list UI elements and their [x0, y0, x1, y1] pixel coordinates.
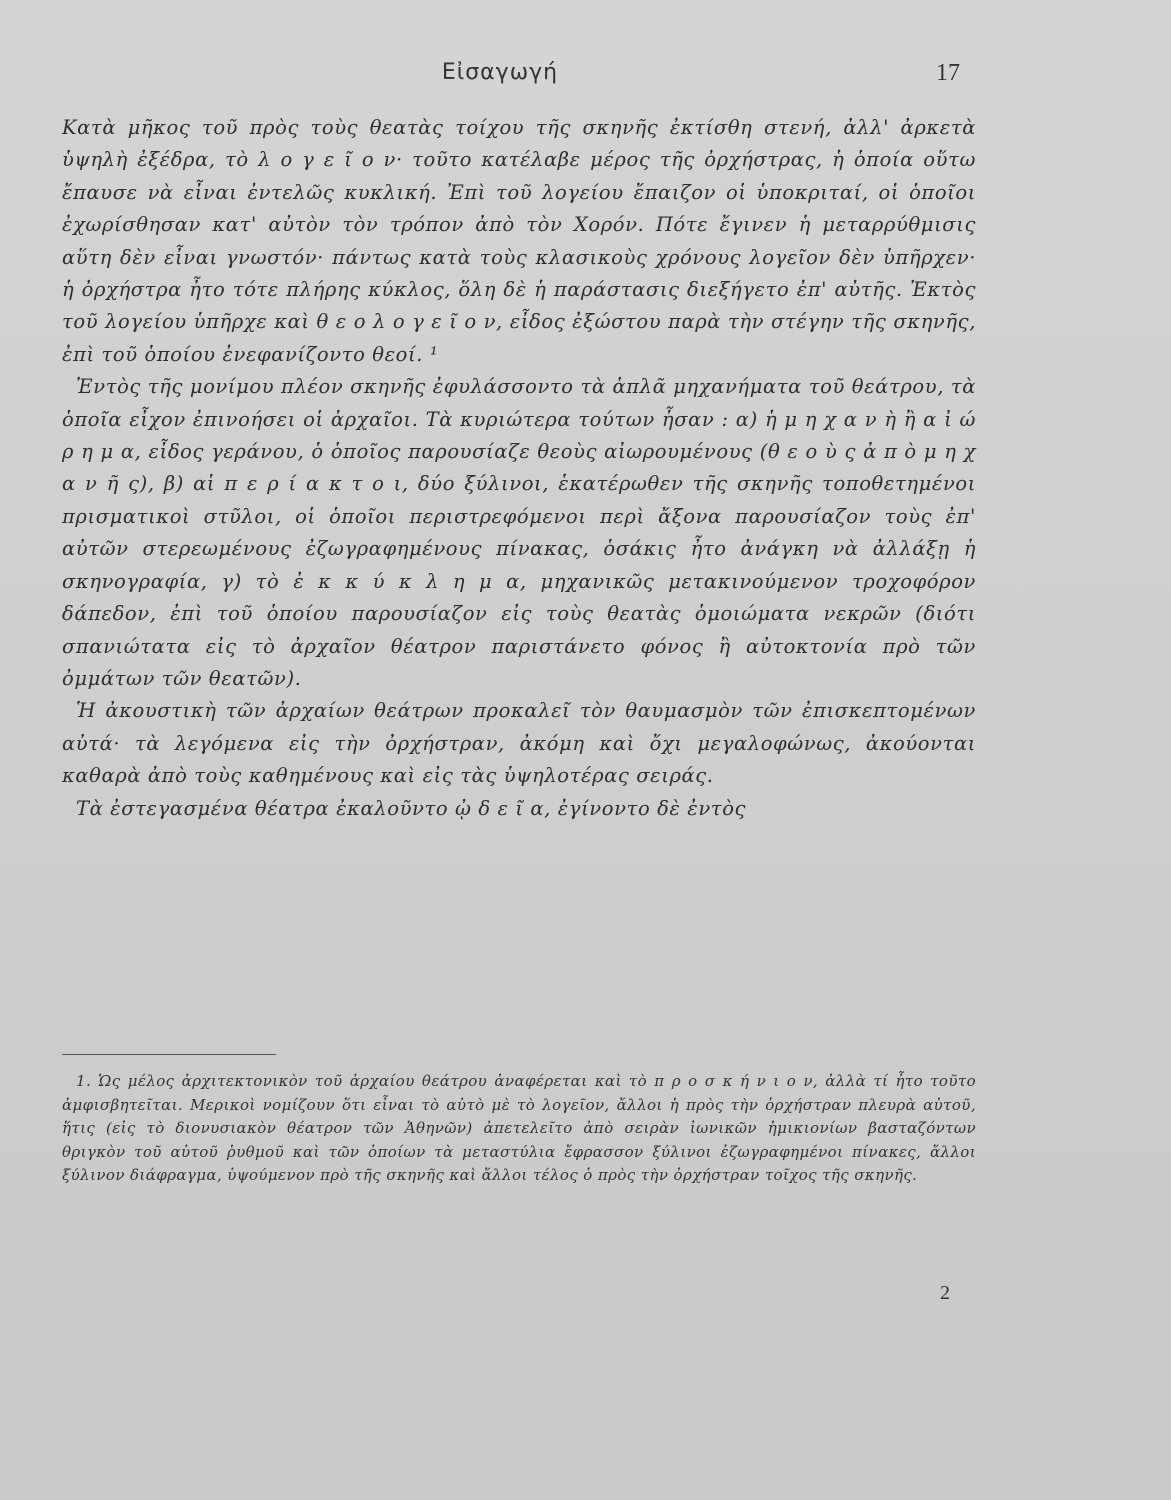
- signature-mark: 2: [940, 1282, 950, 1304]
- footnote-1: 1. Ὡς μέλος ἀρχιτεκτονικὸν τοῦ ἀρχαίου θεάτρου ἀναφέρεται καὶ τὸ π ρ ο σ κ ή ν ι ο ν, ἀλλὰ τί ἦτο τοῦτο ἀμφισβητεῖται. Μερικοὶ νομίζουν ὅτι εἶναι τὸ αὐτὸ μὲ τὸ λογεῖον, ἄλλοι ἡ πρὸς τὴν ὀρχήστραν πλευρὰ αὐτοῦ, ἥτις (εἰς τὸ διονυσιακὸν θέατρον τῶν Ἀθηνῶν) ἀπετελεῖτο ἀπὸ σειρὰν ἰωνικῶν ἡμικιονίων βασταζόντων θριγκὸν τοῦ αὐτοῦ ῥυθμοῦ καὶ τῶν ὁποίων τὰ μεταστύλια ἔφρασσον ξύλινοι ἐζωγραφημένοι πίνακες, ἄλλοι ξύλινον διάφραγμα, ὑψούμενον πρὸ τῆς σκηνῆς καὶ ἄλλοι τέλος ὁ πρὸς τὴν ὀρχήστραν τοῖχος τῆς σκηνῆς.: [62, 1072, 976, 1185]
- body-text: [62, 112, 976, 825]
- footnote-divider: [62, 1054, 276, 1055]
- paragraph-2: Ἐντὸς τῆς μονίμου πλέον σκηνῆς ἐφυλάσσοντο τὰ ἁπλᾶ μηχανήματα τοῦ θεάτρου, τὰ ὁποῖα εἶχον ἐπινοήσει οἱ ἀρχαῖοι. Τὰ κυριώτερα τούτων ἦσαν : α) ἡ μ η χ α ν ὴ ἢ α ἰ ώ ρ η μ α, εἶδος γεράνου, ὁ ὁποῖος παρουσίαζε θεοὺς αἰωρουμένους (θ ε ο ὺ ς ἀ π ὸ μ η χ α ν ῆ ς), β) αἱ π ε ρ ί α κ τ ο ι, δύο ξύλινοι, ἑκατέρωθεν τῆς σκηνῆς τοποθετημένοι πρισματικοὶ στῦλοι, οἱ ὁποῖοι περιστρεφόμενοι περὶ ἄξονα παρουσίαζον τοὺς ἐπ' αὐτῶν στερεωμένους ἐζωγραφημένους πίνακας, ὁσάκις ἦτο ἀνάγκη νὰ ἀλλάξῃ ἡ σκηνογραφία, γ) τὸ ἐ κ κ ύ κ λ η μ α, μηχανικῶς μετακινούμενον τροχοφόρον δάπεδον, ἐπὶ τοῦ ὁποίου παρουσίαζον εἰς τοὺς θεατὰς ὁμοιώματα νεκρῶν (διότι σπανιώτατα εἰς τὸ ἀρχαῖον θέατρον παριστάνετο φόνος ἢ αὐτοκτονία πρὸ τῶν ὀμμάτων τῶν θεατῶν).: [62, 375, 976, 690]
- running-title: Εἰσαγωγή: [441, 60, 559, 85]
- running-head: [0, 60, 1171, 94]
- paragraph-3: Ἡ ἀκουστικὴ τῶν ἀρχαίων θεάτρων προκαλεῖ τὸν θαυμασμὸν τῶν ἐπισκεπτομένων αὐτά· τὰ λεγόμενα εἰς τὴν ὀρχήστραν, ἀκόμη καὶ ὄχι μεγαλοφώνως, ἀκούονται καθαρὰ ἀπὸ τοὺς καθημένους καὶ εἰς τὰς ὑψηλοτέρας σειράς.: [62, 699, 976, 788]
- page-number: 17: [936, 60, 960, 86]
- paragraph-1: Κατὰ μῆκος τοῦ πρὸς τοὺς θεατὰς τοίχου τῆς σκηνῆς ἐκτίσθη στενή, ἀλλ' ἀρκετὰ ὑψηλὴ ἐξέδρα, τὸ λ ο γ ε ῖ ο ν· τοῦτο κατέλαβε μέρος τῆς ὀρχήστρας, ἡ ὁποία οὕτω ἔπαυσε νὰ εἶναι ἐντελῶς κυκλική. Ἐπὶ τοῦ λογείου ἔπαιζον οἱ ὑποκριταί, οἱ ὁποῖοι ἐχωρίσθησαν κατ' αὐτὸν τὸν τρόπον ἀπὸ τὸν Χορόν. Πότε ἔγινεν ἡ μεταρρύθμισις αὕτη δὲν εἶναι γνωστόν· πάντως κατὰ τοὺς κλασικοὺς χρόνους λογεῖον δὲν ὑπῆρχεν· ἡ ὀρχήστρα ἦτο τότε πλήρης κύκλος, ὅλη δὲ ἡ παράστασις διεξήγετο ἐπ' αὐτῆς. Ἐκτὸς τοῦ λογείου ὑπῆρχε καὶ θ ε ο λ ο γ ε ῖ ο ν, εἶδος ἐξώστου παρὰ τὴν στέγην τῆς σκηνῆς, ἐπὶ τοῦ ὁποίου ἐνεφανίζοντο θεοί. ¹: [62, 116, 976, 366]
- paragraph-4: Τὰ ἐστεγασμένα θέατρα ἐκαλοῦντο ᾠ δ ε ῖ α, ἐγίνοντο δὲ ἐντὸς: [76, 796, 747, 820]
- footnotes: [62, 1070, 976, 1188]
